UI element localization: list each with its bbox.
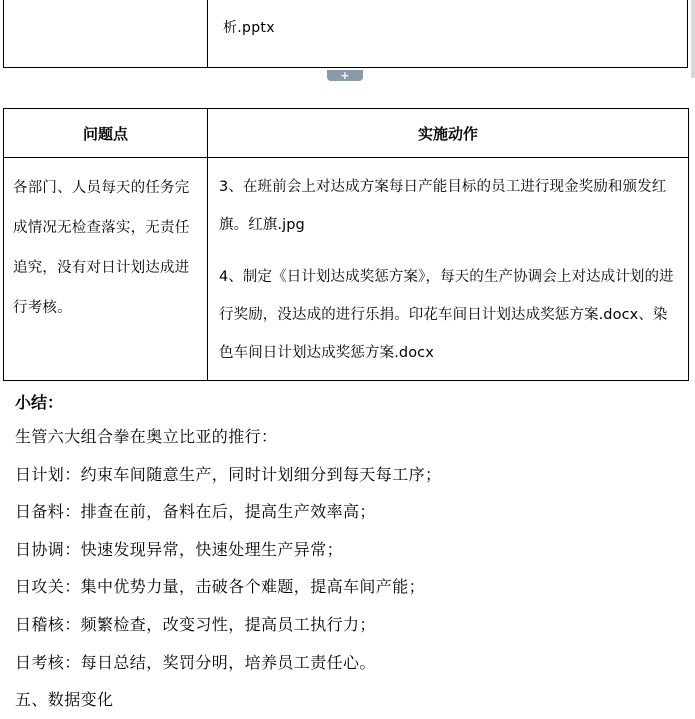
summary-line: 日备料：排查在前，备料在后，提高生产效率高； — [15, 502, 376, 522]
summary-line: 日协调：快速发现异常，快速处理生产异常； — [15, 539, 344, 559]
summary-line: 日稽核：频繁检查，改变习性，提高员工执行力； — [15, 614, 376, 634]
action-item: 4、制定《日计划达成奖惩方案》，每天的生产协调会上对达成计划的进行奖励，没达成的进行乐捐。印花车间日计划达成奖惩方案.docx、染色车间日计划达成奖惩方案.docx — [219, 269, 674, 361]
summary-title: 小结： — [15, 393, 64, 412]
action-cell — [219, 168, 682, 372]
column-divider — [207, 0, 208, 67]
previous-table-fragment — [3, 0, 688, 68]
section-heading: 五、数据变化 — [15, 690, 114, 710]
header-action: 实施动作 — [417, 125, 478, 143]
problem-action-table — [3, 108, 689, 381]
summary-line: 生管六大组合拳在奥立比亚的推行： — [15, 427, 278, 446]
action-item: 3、在班前会上对达成方案每日产能目标的员工进行现金奖励和颁发红旗。红旗.jpg — [219, 179, 667, 233]
summary-line: 日攻关：集中优势力量，击破各个难题，提高车间产能； — [15, 577, 426, 597]
summary-line: 日考核：每日总结，奖罚分明，培养员工责任心。 — [15, 652, 376, 672]
column-divider — [207, 109, 208, 380]
scrollbar-track[interactable] — [691, 0, 695, 78]
problem-cell: 各部门、人员每天的任务完成情况无检查落实，无责任追究，没有对日计划达成进行考核。 — [13, 180, 190, 316]
summary-section — [15, 388, 685, 719]
add-row-button[interactable]: + — [327, 70, 363, 81]
summary-line: 日计划：约束车间随意生产，同时计划细分到每天每工序； — [15, 464, 442, 484]
header-divider — [4, 157, 688, 158]
header-problem: 问题点 — [82, 125, 128, 143]
attachment-filename[interactable]: 析.pptx — [223, 20, 275, 36]
